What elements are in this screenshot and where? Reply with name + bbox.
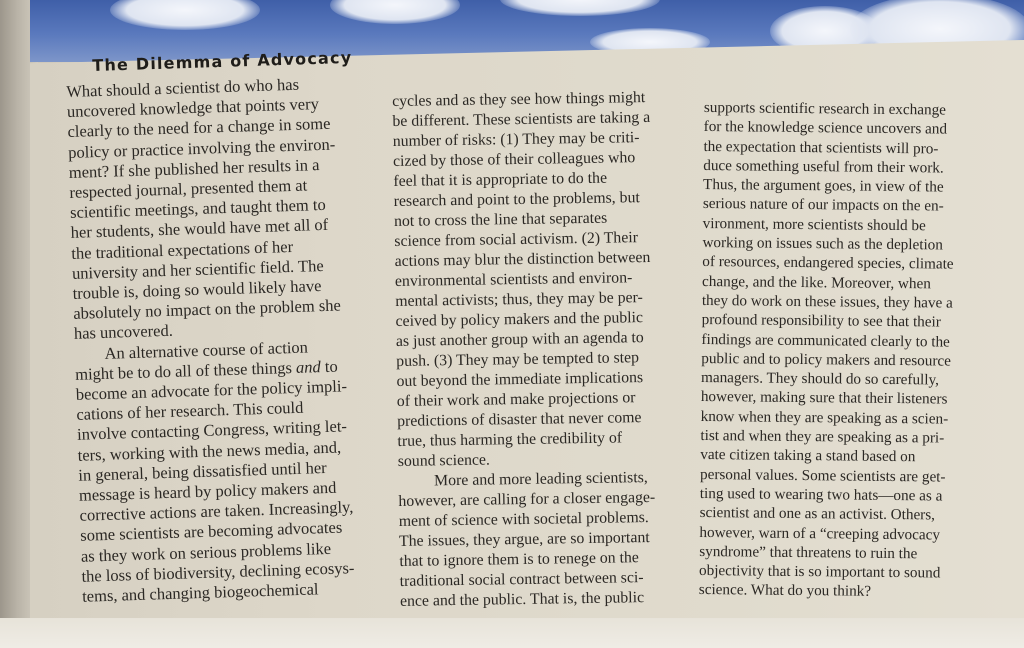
text-line: supports scientific research in exchange [703, 98, 947, 119]
text-line: her students, she would have met all of [70, 215, 329, 243]
text-line: of their work and make projections or [396, 389, 636, 410]
text-line: Thus, the argument goes, in view of the [703, 176, 944, 196]
text-line: actions may blur the distinction between [394, 248, 651, 270]
text-line: push. (3) They may be tempted to step [396, 349, 640, 370]
text-line: scientific meetings, and taught them to [69, 195, 326, 223]
text-line: ceived by policy makers and the public [395, 309, 644, 330]
text-line: however, warn of a “creeping advocacy [699, 523, 941, 544]
text-line: the expectation that scientists will pro- [703, 137, 939, 158]
text-line: they do work on these issues, they have a [701, 291, 953, 312]
text-line: serious nature of our impacts on the en- [702, 195, 944, 215]
text-line: be different. These scientists are taking a [392, 108, 651, 130]
text-line: More and more leading scientists, [433, 469, 648, 490]
text-line: know when they are speaking as a scien- [700, 407, 949, 428]
text-line: mental activists; thus, they may be per- [395, 289, 643, 310]
text-line: public and to policy makers and resource [701, 349, 952, 370]
text-line: cycles and as they see how things might [392, 89, 646, 110]
text-line: some scientists are becoming advocates [79, 518, 343, 546]
text-line: predictions of disaster that never come [397, 409, 642, 430]
text-line: clearly to the need for a change in some [67, 114, 331, 142]
text-line: profound responsibility to see that their [701, 311, 941, 331]
text-line: as just another group with an agenda to [395, 329, 644, 350]
article-title: The Dilemma of Advocacy [92, 47, 353, 75]
text-line: managers. They should do so carefully, [700, 369, 940, 389]
text-line: objectivity that is so important to sound [698, 562, 941, 582]
text-line: not to cross the line that separates [393, 209, 608, 230]
text-line: in general, being dissatisfied until her [78, 457, 327, 485]
text-line: tems, and changing biogeochemical [81, 579, 319, 606]
text-line: An alternative course of action [104, 337, 309, 363]
text-line: change, and the like. Moreover, when [701, 272, 931, 293]
text-line: absolutely no impact on the problem she [72, 295, 342, 324]
text-line: ment of science with societal problems. [398, 509, 649, 530]
text-line: cations of her research. This could [76, 397, 304, 425]
text-line: corrective actions are taken. Increasingly, [79, 497, 354, 526]
text-line: findings are communicated clearly to the [701, 330, 950, 351]
text-line: however, are calling for a closer engage- [398, 488, 656, 510]
text-line: scientist and one as an activist. Others, [699, 504, 936, 524]
text-line: policy or practice involving the environ- [67, 134, 336, 162]
text-line: uncovered knowledge that points very [66, 94, 320, 122]
text-line: science. What do you think? [698, 581, 872, 601]
text-column-3 [699, 98, 956, 602]
text-line: trouble is, doing so would likely have [72, 276, 322, 303]
text-line: tist and when they are speaking as a pri- [700, 427, 945, 447]
text-line: ment? If she published her results in a [68, 154, 320, 182]
text-line: The issues, they argue, are so important [398, 529, 650, 550]
text-line: number of risks: (1) They may be criti- [392, 129, 640, 150]
text-line: research and point to the problems, but [393, 189, 640, 210]
text-line: has uncovered. [73, 321, 174, 344]
text-column-2 [392, 88, 658, 612]
text-line-segment: might be to do all of these things [74, 357, 297, 384]
text-line: university and her scientific field. The [71, 255, 324, 283]
text-line: working on issues such as the depletion [702, 234, 943, 254]
text-line: feel that it is appropriate to do the [393, 169, 608, 190]
text-line: respected journal, presented them at [69, 175, 308, 202]
text-line: vironment, more scientists should be [702, 214, 926, 235]
text-line: ters, working with the news media, and, [77, 437, 342, 465]
text-line: for the knowledge science uncovers and [703, 118, 948, 138]
text-line: as they work on serious problems like [80, 538, 332, 566]
text-line: ting used to wearing two hats—one as a [699, 484, 943, 505]
text-line: that to ignore them is to renege on the [399, 549, 640, 570]
text-column-1 [66, 73, 356, 607]
text-line-segment: to [320, 356, 338, 376]
text-line: the traditional expectations of her [71, 236, 294, 263]
text-line: out beyond the immediate implications [396, 369, 644, 390]
text-line: become an advocate for the policy impli- [75, 376, 348, 404]
text-line: ence and the public. That is, the public [399, 589, 645, 610]
text-line: of resources, endangered species, climate [702, 253, 954, 273]
text-line: traditional social contract between sci- [399, 569, 644, 590]
emphasis-and: and [295, 356, 322, 377]
text-line: involve contacting Congress, writing let- [76, 416, 348, 445]
text-line: vate citizen taking a stand based on [700, 446, 916, 466]
text-line: What should a scientist do who has [66, 74, 300, 101]
text-line: personal values. Some scientists are get- [699, 465, 946, 486]
text-line: sound science. [397, 451, 491, 470]
text-line: syndrome” that threatens to ruin the [699, 542, 918, 563]
text-line: message is heard by policy makers and [78, 477, 337, 505]
text-line: true, thus harming the credibility of [397, 429, 623, 450]
text-line: duce something useful from their work. [703, 156, 944, 177]
text-line: the loss of biodiversity, declining ecosys- [81, 558, 355, 586]
text-line: environmental scientists and environ- [394, 269, 633, 290]
text-line: cized by those of their colleagues who [392, 149, 636, 170]
text-line: however, making sure that their listeners [700, 388, 948, 409]
text-line: science from social activism. (2) Their [394, 229, 639, 250]
